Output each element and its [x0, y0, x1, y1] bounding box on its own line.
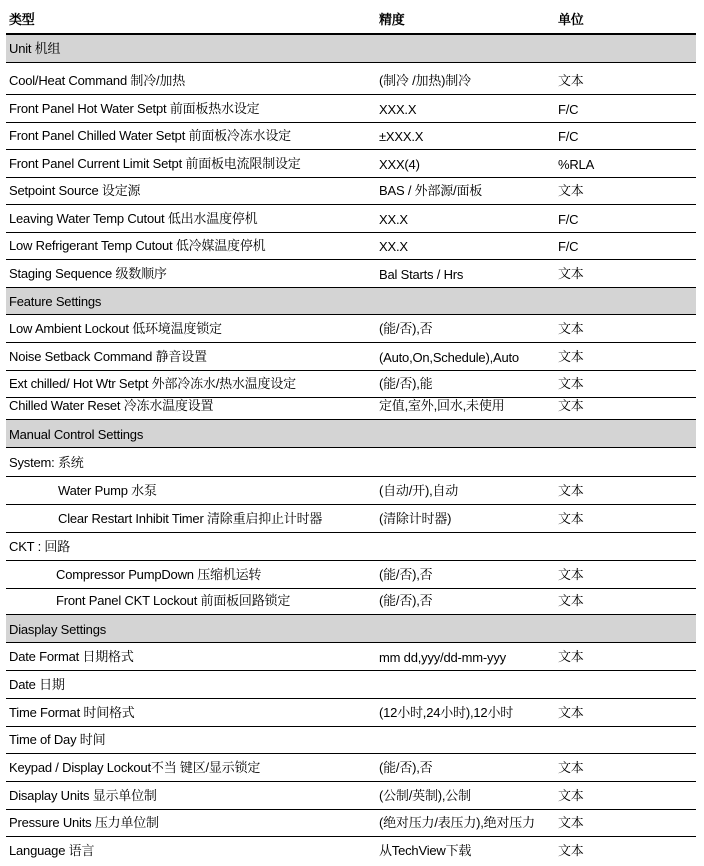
table-row	[6, 671, 696, 699]
setting-name: Low Refrigerant Temp Cutout 低冷媒温度停机	[9, 238, 266, 253]
setting-precision: (制冷 /加热)制冷	[379, 73, 471, 88]
table-row	[6, 754, 696, 782]
setting-unit: 文本	[558, 511, 584, 526]
setting-precision: (能/否),否	[379, 760, 433, 775]
setting-precision: (能/否),能	[379, 376, 433, 391]
setting-precision: (清除计时器)	[379, 511, 452, 526]
setting-precision: (12小时,24小时),12小时	[379, 705, 514, 720]
table-row	[6, 123, 696, 150]
setting-precision: 从TechView下载	[379, 843, 472, 858]
setting-unit: 文本	[558, 567, 584, 582]
setting-name: Time Format 时间格式	[9, 705, 135, 720]
setting-precision: BAS / 外部源/面板	[379, 183, 483, 198]
setting-unit: 文本	[558, 815, 584, 830]
setting-unit: 文本	[558, 760, 584, 775]
setting-precision: (能/否),否	[379, 321, 433, 336]
setting-precision: (自动/开),自动	[379, 483, 459, 498]
setting-name: Time of Day 时间	[9, 732, 106, 747]
setting-name: Compressor PumpDown 压缩机运转	[56, 567, 262, 582]
setting-unit: 文本	[558, 483, 584, 498]
table-row	[6, 810, 696, 837]
setting-name: Low Ambient Lockout 低环境温度锁定	[9, 321, 222, 336]
setting-precision: (能/否),否	[379, 567, 433, 582]
setting-unit: %RLA	[558, 157, 595, 172]
setting-unit: F/C	[558, 239, 579, 254]
table-row	[6, 643, 696, 671]
setting-name: Front Panel Current Limit Setpt 前面板电流限制设定	[9, 156, 301, 171]
setting-unit: 文本	[558, 398, 584, 413]
table-row	[6, 505, 696, 533]
setting-unit: 文本	[558, 73, 584, 88]
setting-name: Front Panel Chilled Water Setpt 前面板冷冻水设定	[9, 128, 291, 143]
setting-precision: XXX(4)	[379, 157, 420, 172]
setting-precision: (能/否),否	[379, 593, 433, 608]
setting-name: Chilled Water Reset 冷冻水温度设置	[9, 398, 214, 413]
table-row	[6, 782, 696, 810]
setting-precision: Bal Starts / Hrs	[379, 267, 464, 282]
table-row	[6, 837, 696, 864]
setting-unit: 文本	[558, 705, 584, 720]
section-label: Manual Control Settings	[9, 427, 144, 442]
setting-name: CKT : 回路	[9, 539, 71, 554]
table-row	[6, 448, 696, 477]
table-row	[6, 727, 696, 754]
setting-unit: 文本	[558, 349, 584, 364]
section-label: Feature Settings	[9, 294, 102, 309]
header-precision: 精度	[379, 12, 405, 27]
setting-name: Front Panel CKT Lockout 前面板回路锁定	[56, 593, 291, 608]
table-row	[6, 205, 696, 233]
setting-name: Keypad / Display Lockout不当 键区/显示锁定	[9, 760, 261, 775]
table-row	[6, 260, 696, 288]
setting-unit: F/C	[558, 129, 579, 144]
setting-name: Staging Sequence 级数顺序	[9, 266, 167, 281]
table-row	[6, 699, 696, 727]
table-row	[6, 63, 696, 95]
setting-unit: 文本	[558, 321, 584, 336]
table-header	[6, 4, 696, 35]
setting-name: Date 日期	[9, 677, 65, 692]
section-row	[6, 288, 696, 315]
section-row	[6, 35, 696, 63]
setting-name: Language 语言	[9, 843, 95, 858]
table-row	[6, 371, 696, 398]
setting-name: Leaving Water Temp Cutout 低出水温度停机	[9, 211, 258, 226]
setting-name: Cool/Heat Command 制冷/加热	[9, 73, 186, 88]
setting-unit: 文本	[558, 788, 584, 803]
setting-name: Disaplay Units 显示单位制	[9, 788, 157, 803]
section-label: Diasplay Settings	[9, 622, 107, 637]
setting-precision: XXX.X	[379, 102, 417, 117]
table-row	[6, 398, 696, 420]
setting-unit: F/C	[558, 102, 579, 117]
setting-precision: (绝对压力/表压力),绝对压力	[379, 815, 535, 830]
setting-precision: (公制/英制),公制	[379, 788, 471, 803]
setting-name: Clear Restart Inhibit Timer 清除重启抑止计时器	[58, 511, 323, 526]
table-row	[6, 233, 696, 260]
setting-name: System: 系统	[9, 455, 84, 470]
setting-unit: 文本	[558, 183, 584, 198]
setting-name: Pressure Units 压力单位制	[9, 815, 159, 830]
table-row	[6, 178, 696, 205]
setting-unit: 文本	[558, 593, 584, 608]
table-row	[6, 95, 696, 123]
section-row	[6, 615, 696, 643]
table-row	[6, 533, 696, 561]
setting-precision: (Auto,On,Schedule),Auto	[379, 350, 519, 365]
setting-unit: F/C	[558, 212, 579, 227]
table-row	[6, 477, 696, 505]
section-label: Unit 机组	[9, 41, 61, 56]
table-row	[6, 561, 696, 589]
setting-name: Noise Setback Command 静音设置	[9, 349, 207, 364]
section-row	[6, 420, 696, 448]
setting-precision: XX.X	[379, 239, 408, 254]
setting-name: Date Format 日期格式	[9, 649, 134, 664]
setting-precision: 定值,室外,回水,未使用	[379, 398, 505, 413]
header-type: 类型	[9, 12, 35, 27]
table-row	[6, 315, 696, 343]
setting-precision: ±XXX.X	[379, 129, 424, 144]
setting-unit: 文本	[558, 649, 584, 664]
setting-unit: 文本	[558, 376, 584, 391]
table-row	[6, 589, 696, 615]
setting-name: Front Panel Hot Water Setpt 前面板热水设定	[9, 101, 260, 116]
header-unit: 单位	[558, 12, 584, 27]
setting-unit: 文本	[558, 266, 584, 281]
setting-unit: 文本	[558, 843, 584, 858]
setting-name: Water Pump 水泵	[58, 483, 157, 498]
table-row	[6, 150, 696, 178]
setting-name: Ext chilled/ Hot Wtr Setpt 外部冷冻水/热水温度设定	[9, 376, 296, 391]
table-row	[6, 343, 696, 371]
setting-precision: mm dd,yyy/dd-mm-yyy	[379, 650, 506, 665]
setting-precision: XX.X	[379, 212, 408, 227]
setting-name: Setpoint Source 设定源	[9, 183, 141, 198]
